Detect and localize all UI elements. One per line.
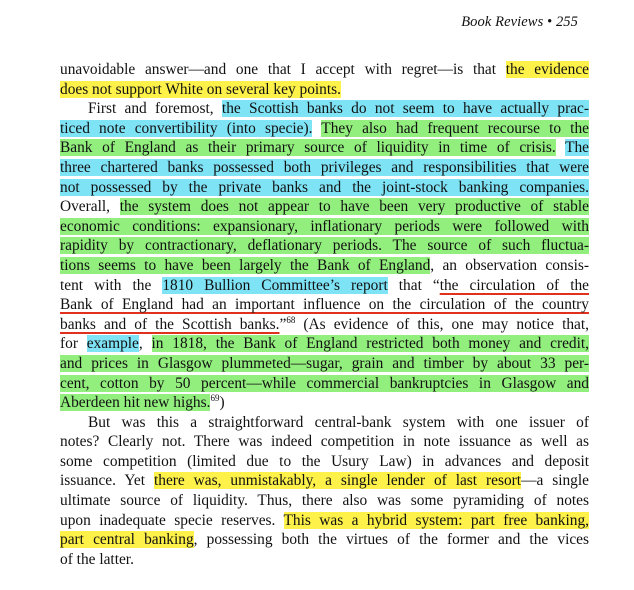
text-line (60, 217, 589, 237)
text-line (60, 256, 589, 276)
review-text (60, 60, 589, 569)
yellow-highlight: there was, unmistakably, a single lender of last resort (153, 472, 522, 490)
text-span (312, 120, 321, 137)
text-line (60, 491, 589, 511)
text-line (60, 452, 589, 472)
cyan-highlight: 1810 Bullion Committee’s report (162, 276, 388, 294)
green-highlight: economic conditions: expansionary, inflationary periods were followed with (60, 217, 589, 235)
text-span: issuance. Yet (60, 472, 154, 490)
text-line (60, 60, 589, 80)
green-highlight: the system does not appear to have been very productive of stable (119, 198, 589, 216)
green-highlight: and prices in Glasgow plummeted—sugar, grain and timber by about 33 per- (60, 354, 589, 372)
running-head: Book Reviews • 255 (461, 14, 578, 30)
text-line (60, 511, 589, 531)
yellow-highlight: the evidence (505, 61, 589, 78)
text-span (556, 139, 565, 156)
text-span: , an observation consis- (430, 256, 589, 274)
yellow-highlight: This was a hybrid system: part free banking, (283, 511, 589, 529)
text-span: First and foremost, (88, 100, 222, 118)
text-span: (As evidence of this, one may notice that, (295, 315, 589, 333)
text-span: ) (219, 394, 225, 412)
green-highlight: Aberdeen hit new highs. (60, 394, 211, 412)
text-span: that “ (387, 276, 440, 294)
text-line (60, 354, 589, 374)
text-span: some competition (limited due to the Usury Law) in advances and deposit (60, 452, 589, 470)
cyan-highlight: the Scottish banks do not seem to have actually prac- (221, 100, 589, 118)
text-span: But was this a straightforward central-bank system with one issuer of (88, 413, 589, 431)
text-span: , (138, 335, 152, 353)
green-highlight: in 1818, the Bank of England restricted both money and credit, (151, 335, 589, 353)
text-span: for (60, 335, 87, 353)
text-line (60, 315, 589, 335)
cyan-highlight: The (565, 139, 589, 157)
text-line (60, 138, 589, 158)
red-underline: banks and of the Scottish banks. (60, 315, 280, 333)
green-highlight: They also had frequent recourse to the (321, 119, 589, 137)
text-line (60, 80, 589, 100)
text-span: —a single (521, 472, 589, 490)
green-highlight: tions seems to have been largely the Bank of England (60, 256, 431, 274)
text-line (60, 530, 589, 550)
text-span: unavoidable answer—and one that I accept with regret—is that (60, 61, 506, 78)
text-line (60, 334, 589, 354)
text-span: Overall, (60, 198, 120, 216)
text-line (60, 413, 589, 433)
text-span: tent with the (60, 276, 163, 294)
red-underline: Bank of England had an important influence on the circulation of the country (60, 296, 589, 314)
text-line (60, 178, 589, 198)
yellow-highlight: part central banking (60, 531, 194, 549)
cyan-highlight: ticed note convertibility (into specie). (60, 119, 313, 137)
text-line (60, 393, 589, 413)
text-line (60, 197, 589, 217)
text-span: upon inadequate specie reserves. (60, 511, 284, 529)
text-span: notes? Clearly not. There was indeed competition in note issuance as well as (60, 433, 589, 451)
text-line (60, 432, 589, 452)
green-highlight: cent, cotton by 50 percent—while commercial bankruptcies in Glasgow and (60, 374, 589, 392)
text-line (60, 158, 589, 178)
text-line (60, 374, 589, 394)
text-line (60, 99, 589, 119)
footnote-ref: 69 (210, 392, 220, 403)
green-highlight: rapidity by contractionary, deflationary periods. The source of such fluctua- (60, 237, 589, 255)
cyan-highlight: example (86, 335, 139, 353)
text-line (60, 119, 589, 139)
cyan-highlight: three chartered banks possessed both privileges and responsibilities that were (60, 158, 589, 176)
text-line (60, 236, 589, 256)
text-line (60, 471, 589, 491)
text-line (60, 550, 589, 570)
yellow-highlight: does not support White on several key points. (60, 80, 341, 98)
footnote-ref: 68 (286, 314, 296, 325)
cyan-highlight: not possessed by the private banks and the joint-stock banking companies. (60, 178, 589, 196)
text-span: , possessing both the virtues of the former and the vices (193, 531, 589, 549)
red-underline: the circulation of the (439, 276, 589, 294)
text-span: ” (279, 315, 287, 333)
text-span: of the latter. (60, 550, 134, 568)
green-highlight: Bank of England as their primary source of liquidity in time of crisis. (60, 139, 556, 157)
text-span: ultimate source of liquidity. Thus, there also was some pyramiding of notes (60, 492, 589, 510)
text-line (60, 276, 589, 296)
text-line (60, 295, 589, 315)
